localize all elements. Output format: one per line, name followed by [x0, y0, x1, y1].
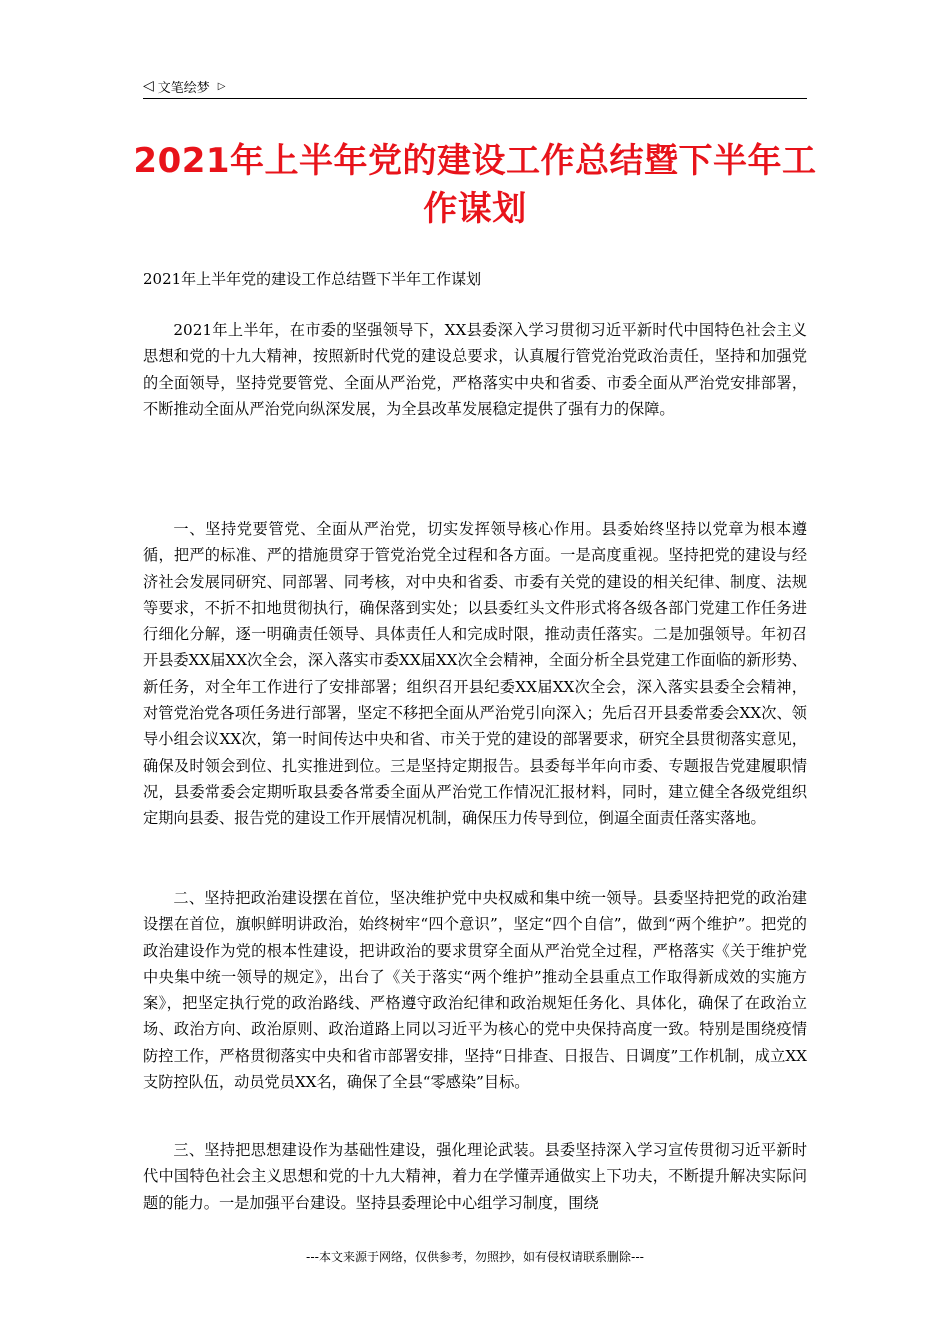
- paragraph-section-1: 一、坚持党要管党、全面从严治党，切实发挥领导核心作用。县委始终坚持以党章为根本遵循，把严的标准、严的措施贯穿于管党治党全过程和各方面。一是高度重视。坚持把党的建设与经济社会发展同研究、同部署、同考核，对中央和省委、市委有关党的建设的相关纪律、制度、法规等要求，不折不扣地贯彻执行，确保落到实处；以县委红头文件形式将各级各部门党建工作任务进行细化分解，逐一明确责任领导、具体责任人和完成时限，推动责任落实。二是加强领导。年初召开县委XX届XX次全会，深入落实市委XX届XX次全会精神，全面分析全县党建工作面临的新形势、新任务，对全年工作进行了安排部署；组织召开县纪委XX届XX次全会，深入落实县委全会精神，对管党治党各项任务进行部署，坚定不移把全面从严治党引向深入；先后召开县委常委会XX次、领导小组会议XX次，第一时间传达中央和省、市关于党的建设的部署要求，研究全县贯彻落实意见，确保及时领会到位、扎实推进到位。三是坚持定期报告。县委每半年向市委、专题报告党建履职情况，县委常委会定期听取县委各常委全面从严治党工作情况汇报材料，同时，建立健全各级党组织定期向县委、报告党的建设工作开展情况机制，确保压力传导到位，倒逼全面责任落实落地。: [143, 520, 807, 828]
- right-triangle-icon: ▷: [217, 80, 226, 92]
- page-header: [143, 74, 807, 99]
- copyright-notice: ---本文来源于网络，仅供参考，勿照抄，如有侵权请联系删除---: [306, 1250, 644, 1264]
- brand-name: 文笔绘梦: [157, 80, 210, 96]
- document-title: 2021年上半年党的建设工作总结暨下半年工作谋划: [133, 141, 817, 229]
- document-subtitle: 2021年上半年党的建设工作总结暨下半年工作谋划: [143, 270, 482, 288]
- left-triangle-icon: ◁: [143, 78, 154, 94]
- paragraph-section-2: 二、坚持把政治建设摆在首位，坚决维护党中央权威和集中统一领导。县委坚持把党的政治建设摆在首位，旗帜鲜明讲政治，始终树牢“四个意识”，坚定“四个自信”，做到“两个维护”。把党的政治建设作为党的根本性建设，把讲政治的要求贯穿全面从严治党全过程，严格落实《关于维护党中央集中统一领导的规定》，出台了《关于落实“两个维护”推动全县重点工作取得新成效的实施方案》，把坚定执行党的政治路线、严格遵守政治纪律和政治规矩任务化、具体化，确保了在政治立场、政治方向、政治原则、政治道路上同以习近平为核心的党中央保持高度一致。特别是围绕疫情防控工作，严格贯彻落实中央和省市部署安排，坚持“日排查、日报告、日调度”工作机制，成立XX支防控队伍，动员党员XX名，确保了全县“零感染”目标。: [143, 889, 807, 1092]
- paragraph-section-3: 三、坚持把思想建设作为基础性建设，强化理论武装。县委坚持深入学习宣传贯彻习近平新时代中国特色社会主义思想和党的十九大精神，着力在学懂弄通做实上下功夫，不断提升解决实际问题的能力。一是加强平台建设。坚持县委理论中心组学习制度，围绕: [143, 1141, 807, 1212]
- paragraph-intro: 2021年上半年，在市委的坚强领导下，XX县委深入学习贯彻习近平新时代中国特色社会主义思想和党的十九大精神，按照新时代党的建设总要求，认真履行管党治党政治责任，坚持和加强党的全面领导，坚持党要管党、全面从严治党，严格落实中央和省委、市委全面从严治党安排部署，不断推动全面从严治党向纵深发展，为全县改革发展稳定提供了强有力的保障。: [143, 321, 807, 418]
